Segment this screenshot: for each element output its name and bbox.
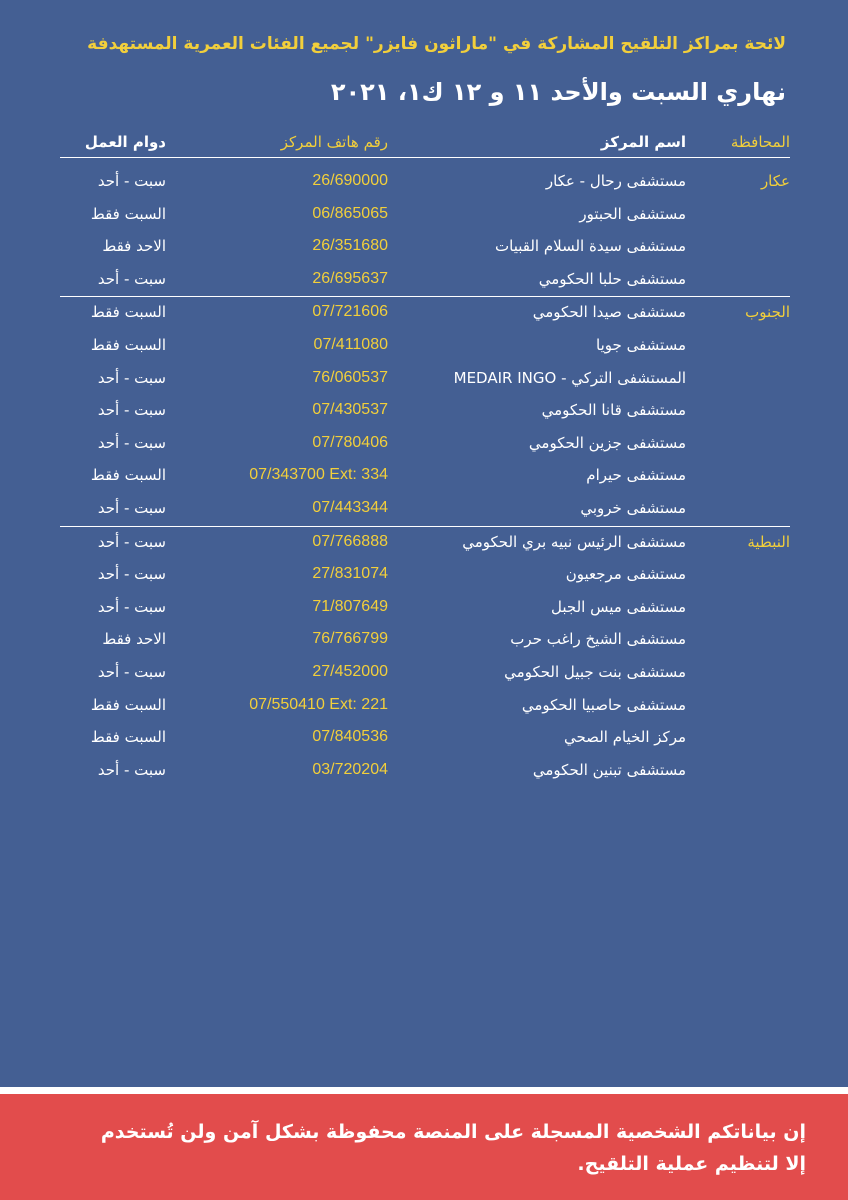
center-name-cell: مستشفى حاصبيا الحكومي bbox=[521, 695, 686, 714]
privacy-notice-line-1: إن بياناتكم الشخصية المسجلة على المنصة محفوظة بشكل آمن ولن تُستخدم bbox=[100, 1121, 806, 1143]
center-name-cell: مستشفى الشيخ راغب حرب bbox=[510, 630, 686, 649]
privacy-notice bbox=[26, 1116, 806, 1180]
hours-cell: سبت - أحد bbox=[97, 172, 166, 190]
table-row bbox=[60, 527, 790, 560]
table-row bbox=[60, 264, 790, 297]
hours-cell: السبت فقط bbox=[90, 466, 166, 485]
hours-cell: السبت فقط bbox=[90, 335, 166, 354]
table-row bbox=[60, 231, 790, 264]
center-name-cell: مستشفى الحبتور bbox=[579, 204, 686, 223]
column-header-governorate: المحافظة bbox=[730, 133, 790, 151]
governorate-cell: النبطية bbox=[747, 532, 790, 551]
table-row bbox=[60, 722, 790, 755]
phone-cell: 26/690000 bbox=[312, 172, 388, 189]
phone-cell: 26/695637 bbox=[312, 269, 388, 287]
table-row bbox=[60, 395, 790, 428]
hours-cell: الاحد فقط bbox=[102, 630, 166, 649]
phone-cell: 07/840536 bbox=[312, 728, 388, 746]
hours-cell: سبت - أحد bbox=[97, 565, 166, 584]
table-header bbox=[60, 133, 790, 157]
center-name-cell: مستشفى تبنين الحكومي bbox=[532, 760, 686, 779]
table-row bbox=[60, 199, 790, 232]
title-line-1: لائحة بمراكز التلقيح المشاركة في "ماراثون فايزر" لجميع الفئات العمرية المستهدفة bbox=[87, 34, 786, 54]
hours-cell: سبت - أحد bbox=[97, 433, 166, 452]
hours-cell: السبت فقط bbox=[90, 303, 166, 322]
hours-cell: السبت فقط bbox=[90, 204, 166, 223]
table-row bbox=[60, 363, 790, 396]
center-name-cell: مستشفى صيدا الحكومي bbox=[532, 303, 686, 322]
center-name-cell: مركز الخيام الصحي bbox=[564, 728, 686, 747]
column-header-phone: رقم هاتف المركز bbox=[280, 133, 388, 151]
table-row bbox=[60, 330, 790, 363]
phone-cell: 07/766888 bbox=[312, 532, 388, 550]
hours-cell: سبت - أحد bbox=[97, 401, 166, 420]
hours-cell: سبت - أحد bbox=[97, 368, 166, 387]
hours-cell: سبت - أحد bbox=[97, 498, 166, 517]
hours-cell: السبت فقط bbox=[90, 728, 166, 747]
table-row bbox=[60, 297, 790, 330]
center-name-cell: مستشفى خروبي bbox=[580, 498, 686, 517]
phone-cell: 27/831074 bbox=[312, 565, 388, 583]
phone-cell: 07/721606 bbox=[312, 303, 388, 321]
center-name-cell: مستشفى جزين الحكومي bbox=[528, 433, 686, 452]
privacy-notice-line-2: إلا لتنظيم عملية التلقيح. bbox=[577, 1153, 806, 1175]
table-row bbox=[60, 559, 790, 592]
center-name-cell: المستشفى التركي - MEDAIR INGO bbox=[453, 368, 686, 387]
title-line-2: نهاري السبت والأحد ١١ و ١٢ ك١، ٢٠٢١ bbox=[330, 78, 786, 106]
hours-cell: سبت - أحد bbox=[97, 662, 166, 681]
phone-cell: 76/766799 bbox=[312, 630, 388, 648]
phone-cell: 26/351680 bbox=[312, 237, 388, 255]
governorate-cell: الجنوب bbox=[745, 303, 790, 322]
table-row bbox=[60, 428, 790, 461]
hours-cell: سبت - أحد bbox=[97, 269, 166, 288]
hours-cell: سبت - أحد bbox=[97, 532, 166, 551]
phone-cell: 71/807649 bbox=[312, 597, 388, 615]
hours-cell: السبت فقط bbox=[90, 695, 166, 714]
phone-cell: 76/060537 bbox=[312, 368, 388, 386]
phone-cell: 07/780406 bbox=[312, 433, 388, 451]
phone-cell: 07/430537 bbox=[312, 401, 388, 419]
column-header-hours: دوام العمل bbox=[84, 133, 166, 151]
phone-cell: 03/720204 bbox=[312, 760, 388, 778]
phone-cell: 07/411080 bbox=[313, 335, 388, 353]
center-name-cell: مستشفى حلبا الحكومي bbox=[538, 269, 686, 288]
table-row bbox=[60, 657, 790, 690]
footer-banner bbox=[0, 1094, 848, 1200]
center-name-cell: مستشفى قانا الحكومي bbox=[541, 401, 686, 420]
hours-cell: سبت - أحد bbox=[97, 597, 166, 616]
center-name-cell: مستشفى رحال - عكار bbox=[545, 172, 686, 190]
phone-cell: 27/452000 bbox=[312, 662, 388, 680]
table-row bbox=[60, 166, 790, 199]
table-row bbox=[60, 592, 790, 625]
column-header-center: اسم المركز bbox=[600, 133, 686, 151]
table-body bbox=[60, 166, 790, 787]
table-row bbox=[60, 460, 790, 493]
hours-cell: الاحد فقط bbox=[102, 237, 166, 256]
center-name-cell: مستشفى بنت جبيل الحكومي bbox=[504, 662, 686, 681]
table-row bbox=[60, 624, 790, 657]
center-name-cell: مستشفى سيدة السلام القبيات bbox=[495, 237, 686, 256]
center-name-cell: مستشفى جويا bbox=[596, 335, 686, 354]
phone-cell: 07/343700 Ext: 334 bbox=[249, 466, 388, 484]
phone-cell: 06/865065 bbox=[312, 204, 388, 222]
center-name-cell: مستشفى ميس الجبل bbox=[551, 597, 686, 616]
phone-cell: 07/550410 Ext: 221 bbox=[249, 695, 388, 713]
table-row bbox=[60, 493, 790, 526]
center-name-cell: مستشفى مرجعيون bbox=[565, 565, 686, 584]
phone-cell: 07/443344 bbox=[312, 498, 388, 516]
footer-divider bbox=[0, 1087, 848, 1094]
center-name-cell: مستشفى الرئيس نبيه بري الحكومي bbox=[462, 532, 686, 551]
center-name-cell: مستشفى حيرام bbox=[586, 466, 686, 485]
table-row bbox=[60, 690, 790, 723]
table-row bbox=[60, 755, 790, 788]
governorate-cell: عكار bbox=[760, 172, 790, 190]
hours-cell: سبت - أحد bbox=[97, 760, 166, 779]
header-divider bbox=[60, 157, 790, 158]
